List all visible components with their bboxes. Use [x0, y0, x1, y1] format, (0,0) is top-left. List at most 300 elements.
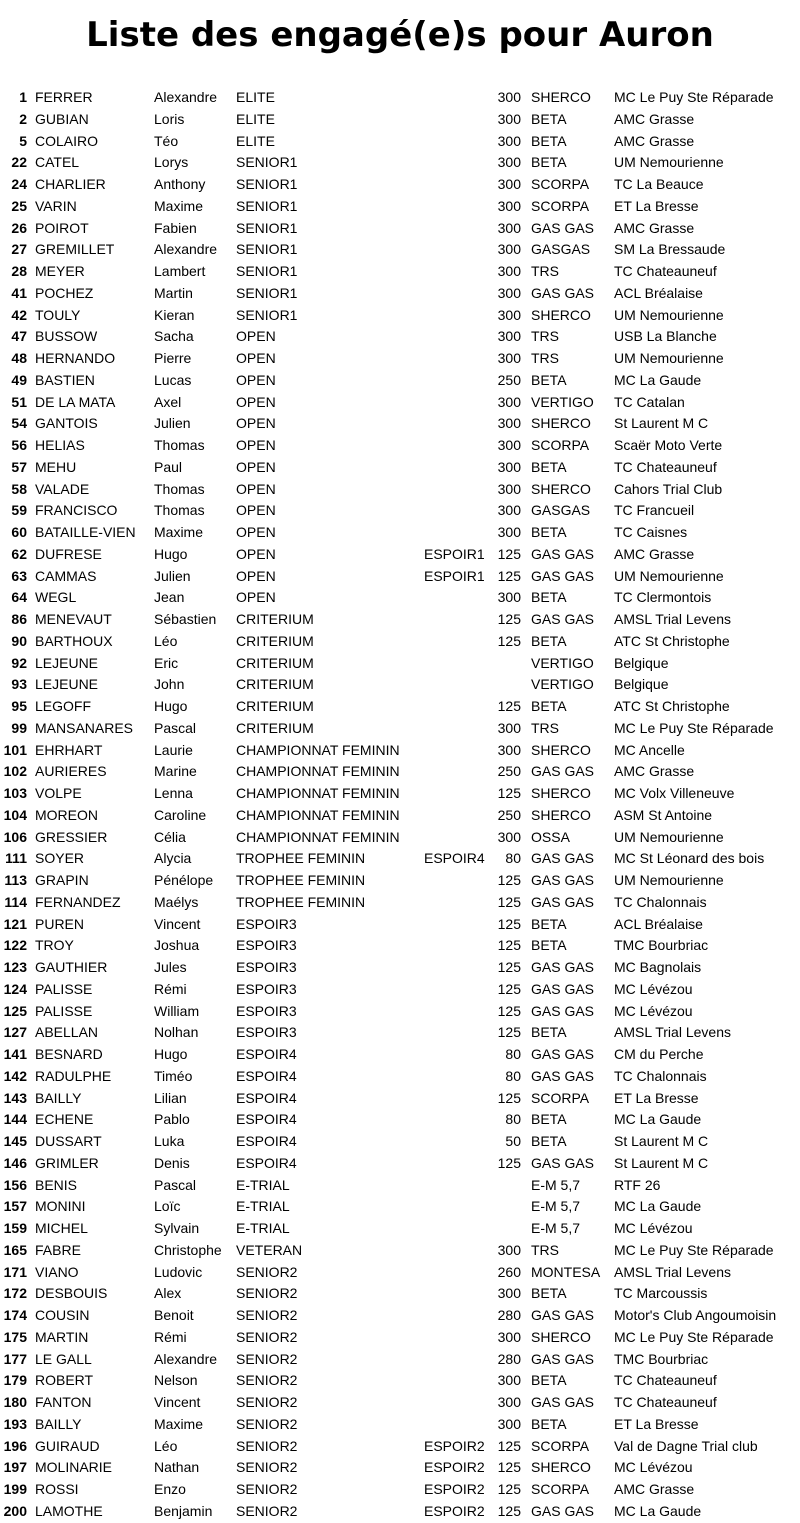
last-name: BENIS [35, 1176, 78, 1193]
entry-number: 199 [3, 1481, 27, 1497]
entry-number: 156 [3, 1176, 27, 1193]
table-row [0, 479, 800, 501]
last-name: COLAIRO [35, 132, 99, 149]
first-name: Martin [154, 284, 193, 301]
last-name: AURIERES [35, 763, 107, 780]
table-row [0, 761, 800, 783]
entry-number: 146 [3, 1154, 27, 1171]
displacement: 125 [497, 611, 521, 627]
first-name: Caroline [154, 806, 207, 823]
displacement: 300 [497, 828, 521, 845]
entry-number: 25 [11, 197, 27, 214]
first-name: Axel [154, 393, 182, 410]
last-name: GRIMLER [35, 1154, 99, 1171]
brand: GAS GAS [531, 567, 595, 584]
first-name: Lambert [154, 263, 206, 279]
category: ESPOIR3 [236, 959, 297, 975]
brand: GAS GAS [531, 959, 595, 975]
displacement: 300 [497, 480, 521, 497]
category: ESPOIR3 [236, 937, 297, 954]
club: MC La Gaude [614, 1198, 702, 1215]
category: CRITERIUM [236, 719, 314, 736]
brand: BETA [531, 589, 567, 606]
brand: VERTIGO [531, 676, 594, 693]
displacement: 300 [497, 719, 521, 736]
last-name: GREMILLET [35, 241, 115, 258]
category: CRITERIUM [236, 632, 314, 649]
brand: GAS GAS [531, 1067, 595, 1084]
sub-category: ESPOIR2 [424, 1459, 485, 1476]
displacement: 80 [505, 850, 521, 867]
last-name: BUSSOW [35, 328, 98, 345]
club: TC La Beauce [614, 176, 704, 192]
entry-number: 1 [19, 89, 27, 105]
club: TC Chateauneuf [614, 263, 717, 279]
first-name: Kieran [154, 306, 195, 323]
first-name: Maxime [154, 524, 204, 540]
table-row [0, 914, 800, 936]
entry-number: 42 [11, 306, 27, 323]
table-row [0, 1501, 800, 1523]
category: OPEN [236, 589, 276, 606]
first-name: Maxime [154, 197, 204, 214]
last-name: POIROT [35, 219, 89, 236]
table-row [0, 1370, 800, 1392]
table-row [0, 783, 800, 805]
brand: GAS GAS [531, 1350, 595, 1367]
displacement: 300 [497, 437, 521, 453]
last-name: MENEVAUT [35, 611, 112, 627]
brand: BETA [531, 132, 567, 149]
entry-number: 144 [3, 1111, 27, 1128]
table-row [0, 1022, 800, 1044]
table-row [0, 870, 800, 892]
table-row [0, 805, 800, 827]
brand: GAS GAS [531, 545, 595, 562]
last-name: GRESSIER [35, 828, 108, 845]
first-name: Maxime [154, 1415, 204, 1432]
first-name: Nathan [154, 1459, 200, 1476]
table-row [0, 587, 800, 609]
table-row [0, 392, 800, 414]
brand: BETA [531, 1285, 567, 1302]
first-name: Hugo [154, 545, 188, 562]
club: MC Lévézou [614, 1459, 693, 1476]
brand: TRS [531, 1241, 559, 1258]
category: SENIOR1 [236, 176, 298, 192]
entry-number: 54 [11, 415, 27, 432]
brand: GAS GAS [531, 1002, 595, 1019]
category: OPEN [236, 437, 276, 453]
last-name: FERNANDEZ [35, 893, 121, 910]
entry-number: 157 [3, 1198, 27, 1215]
first-name: Enzo [154, 1481, 186, 1497]
table-row [0, 152, 800, 174]
last-name: PALISSE [35, 980, 93, 997]
entry-number: 101 [3, 741, 27, 758]
brand: GAS GAS [531, 1154, 595, 1171]
displacement: 125 [497, 980, 521, 997]
last-name: TOULY [35, 306, 81, 323]
category: TROPHEE FEMININ [236, 850, 366, 867]
brand: TRS [531, 263, 559, 279]
table-row [0, 1153, 800, 1175]
displacement: 300 [497, 524, 521, 540]
first-name: Rémi [154, 980, 187, 997]
category: ESPOIR4 [236, 1089, 297, 1106]
entry-number: 106 [3, 828, 27, 845]
brand: TRS [531, 328, 559, 345]
last-name: LEJEUNE [35, 654, 99, 671]
table-row [0, 1088, 800, 1110]
entry-number: 92 [11, 654, 27, 671]
last-name: RADULPHE [35, 1067, 112, 1084]
last-name: LE GALL [35, 1350, 92, 1367]
first-name: Pascal [154, 1176, 197, 1193]
entry-number: 60 [11, 524, 27, 540]
club: MC Le Puy Ste Réparade [614, 719, 774, 736]
first-name: Thomas [154, 437, 205, 453]
table-row [0, 457, 800, 479]
first-name: Vincent [154, 915, 201, 932]
entry-number: 180 [3, 1394, 27, 1410]
displacement: 80 [505, 1111, 521, 1128]
club: ATC St Christophe [614, 698, 730, 714]
club: Belgique [614, 676, 669, 693]
entry-number: 99 [11, 719, 27, 736]
category: SENIOR2 [236, 1459, 298, 1476]
brand: BETA [531, 110, 567, 127]
displacement: 300 [497, 284, 521, 301]
displacement: 300 [497, 393, 521, 410]
club: Belgique [614, 654, 669, 671]
first-name: Lorys [154, 154, 189, 171]
first-name: Laurie [154, 741, 193, 758]
last-name: LAMOTHE [35, 1502, 103, 1519]
table-row [0, 283, 800, 305]
first-name: Loïc [154, 1198, 181, 1215]
first-name: Luka [154, 1133, 185, 1149]
table-row [0, 87, 800, 109]
last-name: COUSIN [35, 1307, 90, 1323]
table-row [0, 1305, 800, 1327]
entry-number: 57 [11, 458, 27, 475]
table-row [0, 1175, 800, 1197]
category: OPEN [236, 502, 276, 519]
club: ET La Bresse [614, 1415, 699, 1432]
club: AMSL Trial Levens [614, 1263, 731, 1280]
table-row [0, 1349, 800, 1371]
category: E-TRIAL [236, 1220, 290, 1236]
table-row [0, 674, 800, 696]
category: ELITE [236, 132, 275, 149]
brand: GAS GAS [531, 850, 595, 867]
displacement: 300 [497, 1394, 521, 1410]
club: AMC Grasse [614, 219, 695, 236]
table-row [0, 1240, 800, 1262]
first-name: Nolhan [154, 1024, 199, 1041]
club: ACL Bréalaise [614, 284, 703, 301]
table-row [0, 109, 800, 131]
entry-number: 124 [3, 980, 27, 997]
last-name: PUREN [35, 915, 85, 932]
category: E-TRIAL [236, 1198, 290, 1215]
entry-number: 24 [11, 176, 27, 192]
last-name: HERNANDO [35, 350, 116, 366]
category: ESPOIR4 [236, 1067, 297, 1084]
sub-category: ESPOIR2 [424, 1502, 485, 1519]
entry-number: 121 [3, 915, 27, 932]
club: MC Le Puy Ste Réparade [614, 89, 774, 105]
brand: BETA [531, 915, 567, 932]
displacement: 80 [505, 1046, 521, 1062]
club: MC Le Puy Ste Réparade [614, 1241, 774, 1258]
last-name: BASTIEN [35, 371, 95, 388]
brand: BETA [531, 458, 567, 475]
club: TC Clermontois [614, 589, 712, 606]
displacement: 250 [497, 763, 521, 780]
first-name: Christophe [154, 1241, 222, 1258]
club: AMSL Trial Levens [614, 1024, 731, 1041]
entry-number: 56 [11, 437, 27, 453]
displacement: 280 [497, 1350, 521, 1367]
category: OPEN [236, 524, 276, 540]
last-name: MICHEL [35, 1220, 88, 1236]
displacement: 125 [497, 1459, 521, 1476]
category: VETERAN [236, 1241, 303, 1258]
category: CHAMPIONNAT FEMININ [236, 741, 400, 758]
table-row [0, 1218, 800, 1240]
club: St Laurent M C [614, 1133, 709, 1149]
displacement: 125 [497, 785, 521, 801]
club: MC Ancelle [614, 741, 685, 758]
table-row [0, 1283, 800, 1305]
displacement: 280 [497, 1307, 521, 1323]
category: SENIOR2 [236, 1394, 298, 1410]
club: UM Nemourienne [614, 872, 724, 888]
brand: SHERCO [531, 1459, 591, 1476]
brand: SHERCO [531, 306, 591, 323]
brand: E-M 5,7 [531, 1220, 581, 1236]
displacement: 125 [497, 1481, 521, 1497]
club: ASM St Antoine [614, 806, 713, 823]
displacement: 300 [497, 415, 521, 432]
first-name: Joshua [154, 937, 200, 954]
club: RTF 26 [614, 1176, 661, 1193]
brand: VERTIGO [531, 654, 594, 671]
category: OPEN [236, 567, 276, 584]
entry-number: 142 [3, 1067, 27, 1084]
first-name: Téo [154, 132, 179, 149]
brand: TRS [531, 719, 559, 736]
table-row [0, 1457, 800, 1479]
brand: BETA [531, 937, 567, 954]
table-row [0, 413, 800, 435]
club: Motor's Club Angoumoisin [614, 1307, 777, 1323]
table-row [0, 740, 800, 762]
entry-number: 200 [3, 1502, 27, 1519]
first-name: William [154, 1002, 200, 1019]
club: TC Catalan [614, 393, 685, 410]
brand: GASGAS [531, 241, 591, 258]
sub-category: ESPOIR4 [424, 850, 485, 867]
table-row [0, 370, 800, 392]
last-name: VOLPE [35, 785, 82, 801]
brand: OSSA [531, 828, 570, 845]
club: CM du Perche [614, 1046, 704, 1062]
club: UM Nemourienne [614, 828, 724, 845]
first-name: Thomas [154, 502, 205, 519]
category: SENIOR1 [236, 263, 298, 279]
first-name: John [154, 676, 185, 693]
brand: BETA [531, 1024, 567, 1041]
first-name: Benjamin [154, 1502, 213, 1519]
brand: SCORPA [531, 1481, 590, 1497]
first-name: Sylvain [154, 1220, 200, 1236]
club: TC Francueil [614, 502, 695, 519]
displacement: 300 [497, 154, 521, 171]
brand: GAS GAS [531, 980, 595, 997]
entry-number: 159 [3, 1220, 27, 1236]
category: CRITERIUM [236, 698, 314, 714]
club: AMC Grasse [614, 132, 695, 149]
sub-category: ESPOIR1 [424, 567, 485, 584]
first-name: Julien [154, 567, 191, 584]
sub-category: ESPOIR2 [424, 1437, 485, 1454]
last-name: GRAPIN [35, 872, 89, 888]
displacement: 125 [497, 1002, 521, 1019]
entry-number: 111 [5, 850, 27, 867]
entry-number: 104 [3, 806, 27, 823]
first-name: Maélys [154, 893, 199, 910]
first-name: Benoit [154, 1307, 194, 1323]
category: SENIOR2 [236, 1415, 298, 1432]
table-row [0, 653, 800, 675]
displacement: 125 [497, 893, 521, 910]
first-name: Léo [154, 632, 178, 649]
last-name: VIANO [35, 1263, 79, 1280]
last-name: BESNARD [35, 1046, 103, 1062]
brand: GAS GAS [531, 1307, 595, 1323]
entry-number: 59 [11, 502, 27, 519]
table-row [0, 979, 800, 1001]
entry-number: 41 [11, 284, 27, 301]
displacement: 300 [497, 306, 521, 323]
category: ESPOIR4 [236, 1111, 297, 1128]
first-name: Alex [154, 1285, 182, 1302]
displacement: 125 [497, 937, 521, 954]
first-name: Pascal [154, 719, 197, 736]
first-name: Lenna [154, 785, 193, 801]
club: ACL Bréalaise [614, 915, 703, 932]
first-name: Vincent [154, 1394, 201, 1410]
last-name: GANTOIS [35, 415, 98, 432]
brand: BETA [531, 154, 567, 171]
brand: BETA [531, 371, 567, 388]
brand: TRS [531, 350, 559, 366]
brand: GAS GAS [531, 1394, 595, 1410]
entry-number: 90 [11, 632, 27, 649]
last-name: MANSANARES [35, 719, 134, 736]
last-name: HELIAS [35, 437, 85, 453]
first-name: Rémi [154, 1328, 187, 1345]
last-name: GUBIAN [35, 110, 89, 127]
category: SENIOR1 [236, 284, 298, 301]
displacement: 125 [497, 567, 521, 584]
last-name: MOREON [35, 806, 98, 823]
table-row [0, 827, 800, 849]
displacement: 300 [497, 132, 521, 149]
entry-number: 123 [3, 959, 27, 975]
first-name: Hugo [154, 698, 188, 714]
table-row [0, 218, 800, 240]
table-row [0, 1131, 800, 1153]
brand: GAS GAS [531, 872, 595, 888]
entry-number: 86 [11, 611, 27, 627]
table-row [0, 609, 800, 631]
category: SENIOR2 [236, 1437, 298, 1454]
first-name: Julien [154, 415, 191, 432]
displacement: 300 [497, 1285, 521, 1302]
displacement: 300 [497, 89, 521, 105]
club: ET La Bresse [614, 197, 699, 214]
club: MC Lévézou [614, 1220, 693, 1236]
entry-number: 145 [3, 1133, 27, 1149]
table-row [0, 500, 800, 522]
club: TC Marcoussis [614, 1285, 708, 1302]
entry-number: 93 [11, 676, 27, 693]
displacement: 300 [497, 1328, 521, 1345]
category: CHAMPIONNAT FEMININ [236, 828, 400, 845]
club: SM La Bressaude [614, 241, 726, 258]
entry-number: 64 [11, 589, 27, 606]
brand: VERTIGO [531, 393, 594, 410]
last-name: DUSSART [35, 1133, 102, 1149]
first-name: Thomas [154, 480, 205, 497]
brand: BETA [531, 1415, 567, 1432]
brand: SHERCO [531, 785, 591, 801]
last-name: SOYER [35, 850, 85, 867]
table-row [0, 1327, 800, 1349]
last-name: ABELLAN [35, 1024, 99, 1041]
table-row [0, 848, 800, 870]
entry-number: 165 [3, 1241, 27, 1258]
page-title: Liste des engagé(e)s pour Auron [86, 15, 714, 55]
displacement: 125 [497, 698, 521, 714]
entry-number: 28 [11, 263, 27, 279]
last-name: ECHENE [35, 1111, 94, 1128]
table-row [0, 196, 800, 218]
last-name: BAILLY [35, 1089, 82, 1106]
brand: GAS GAS [531, 1502, 595, 1519]
displacement: 80 [505, 1067, 521, 1084]
club: AMC Grasse [614, 1481, 695, 1497]
entry-number: 63 [11, 567, 27, 584]
displacement: 300 [497, 458, 521, 475]
sub-category: ESPOIR1 [424, 545, 485, 562]
last-name: BATAILLE-VIEN [35, 524, 136, 540]
club: TC Chateauneuf [614, 1394, 717, 1410]
entry-number: 196 [3, 1437, 27, 1454]
brand: SCORPA [531, 1089, 590, 1106]
brand: SCORPA [531, 1437, 590, 1454]
last-name: MEHU [35, 458, 77, 475]
first-name: Fabien [154, 219, 197, 236]
displacement: 300 [497, 1241, 521, 1258]
last-name: MOLINARIE [35, 1459, 113, 1476]
brand: SHERCO [531, 480, 591, 497]
category: ESPOIR3 [236, 1024, 297, 1041]
